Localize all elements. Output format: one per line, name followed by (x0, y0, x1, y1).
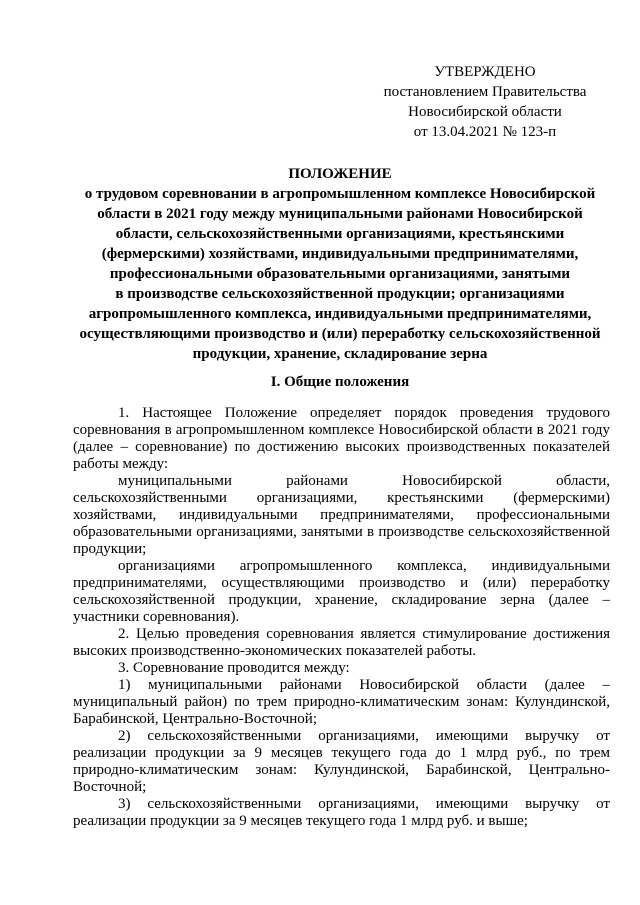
title-line: в производстве сельскохозяйственной продукции; организациями (115, 286, 565, 302)
title-line: продукции, хранение, складирование зерна (192, 346, 488, 362)
title-line: осуществляющими производство и (или) переработку сельскохозяйственной (79, 326, 601, 342)
title-line: профессиональными образовательными организациями, занятыми (109, 266, 571, 282)
document-title (60, 164, 620, 364)
title-line: (фермерскими) хозяйствами, индивидуальными предпринимателями, (101, 246, 579, 262)
approval-stamp (380, 62, 590, 142)
approval-date-number: от 13.04.2021 № 123-п (413, 124, 557, 140)
approval-region: Новосибирской области (408, 104, 562, 120)
title-line: области, сельскохозяйственными организациями, крестьянскими (115, 226, 565, 242)
document-body (73, 405, 610, 830)
title-line: области в 2021 году между муниципальными районами Новосибирской (97, 206, 583, 222)
paragraph: муниципальными районами Новосибирской области, сельскохозяйственными организациями, крестьянскими (фермерскими) хозяйствами, индивидуальными предпринимателями, профессиональными образовательными организациями, занятыми в производстве сельскохозяйственной продукции; (73, 473, 610, 557)
approval-approved: УТВЕРЖДЕНО (434, 64, 536, 80)
paragraph: 2) сельскохозяйственными организациями, имеющими выручку от реализации продукции за 9 месяцев текущего года до 1 млрд руб., по трем природно-климатическим зонам: Кулундинской, Барабинской, Центрально-Восточной; (73, 728, 610, 795)
approval-resolution: постановлением Правительства (383, 84, 587, 100)
title-line: агропромышленного комплекса, индивидуальными предпринимателями, (88, 306, 592, 322)
paragraph: 1. Настоящее Положение определяет порядок проведения трудового соревнования в агропромышленном комплексе Новосибирской области в 2021 году (далее – соревнование) по достижению высоких производственных показателей работы между: (73, 405, 610, 472)
title-line: о трудовом соревновании в агропромышленном комплексе Новосибирской (84, 186, 596, 202)
title-heading: ПОЛОЖЕНИЕ (288, 166, 392, 182)
paragraph: 3) сельскохозяйственными организациями, имеющими выручку от реализации продукции за 9 месяцев текущего года 1 млрд руб. и выше; (73, 796, 610, 829)
paragraph: 1) муниципальными районами Новосибирской области (далее – муниципальный район) по трем природно-климатическим зонам: Кулундинской, Барабинской, Центрально-Восточной; (73, 677, 610, 727)
paragraph: 2. Целью проведения соревнования является стимулирование достижения высоких производственно-экономических показателей работы. (73, 626, 610, 659)
paragraph: 3. Соревнование проводится между: (118, 660, 350, 676)
paragraph: организациями агропромышленного комплекса, индивидуальными предпринимателями, осуществляющими производство и (или) переработку сельскохозяйственной продукции, хранение, складирование зерна (далее – участники соревнования). (73, 558, 610, 625)
section-heading: I. Общие положения (270, 374, 410, 390)
